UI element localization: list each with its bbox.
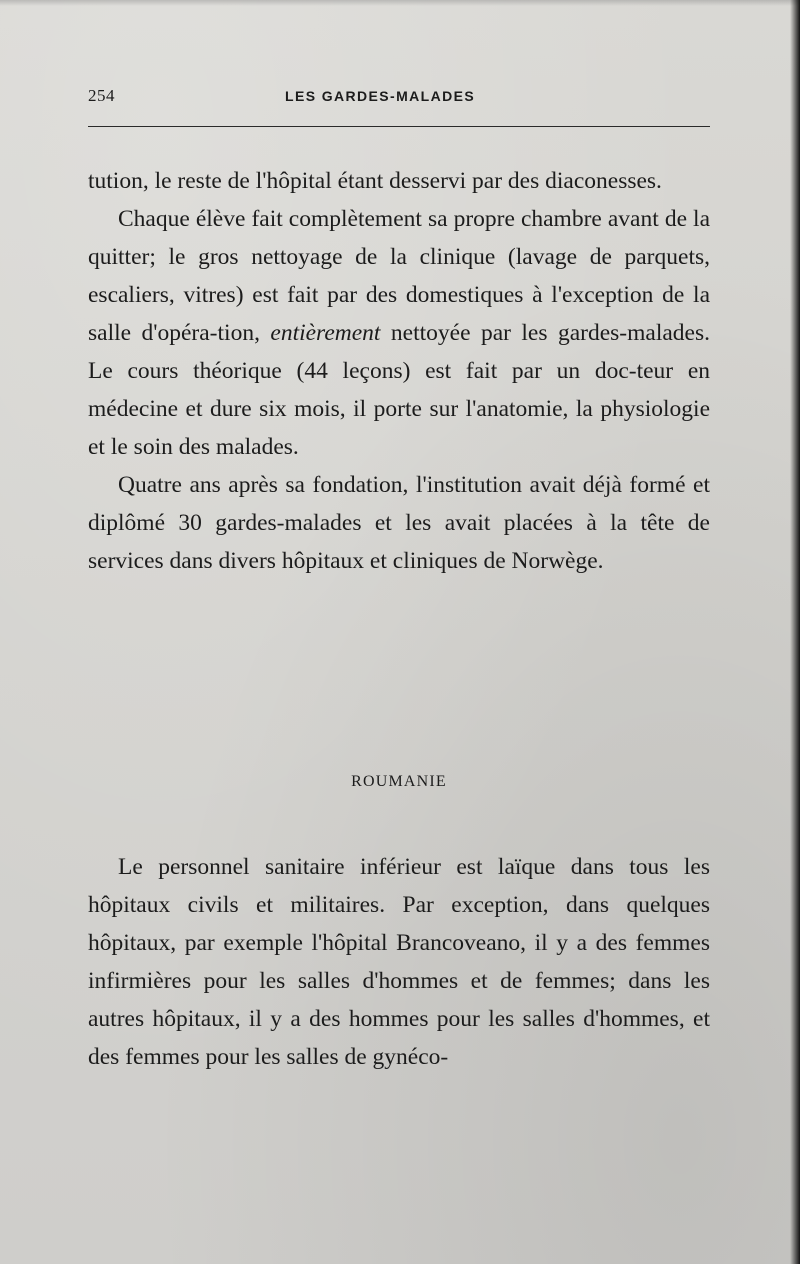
lower-text-block [88, 848, 710, 1076]
header-rule [88, 126, 710, 127]
paragraph-institution: Quatre ans après sa fondation, l'institution avait déjà formé et diplômé 30 gardes-malades et les avait placées à la tête de services dans divers hôpitaux et cliniques de Norwège. [88, 472, 710, 574]
paragraph-continuation: tution, le reste de l'hôpital étant desservi par des diaconesses. [88, 168, 662, 194]
paragraph-personnel: Le personnel sanitaire inférieur est laïque dans tous les hôpitaux civils et militaires. Par exception, dans quelques hôpitaux, par exemple l'hôpital Brancoveano, il y a des femmes infirmières pour les salles d'hommes et de femmes; dans les autres hôpitaux, il y a des hommes pour les salles d'hommes, et des femmes pour les salles de gynéco- [88, 854, 710, 1070]
section-heading: ROUMANIE [351, 773, 447, 790]
page-number: 254 [88, 86, 115, 105]
upper-text-block [88, 162, 710, 580]
paragraph-chambre-text-b: nettoyée par les gardes-malades. Le cours théorique (44 leçons) est fait par un doc-teur en médecine et dure six mois, il porte sur l'anatomie, la physiologie et le soin des malades. [88, 320, 710, 460]
page-edge-shadow [790, 0, 800, 1264]
page-header [88, 86, 708, 110]
page-top-shadow [0, 0, 800, 6]
emphasis-entierement: entièrement [270, 320, 381, 346]
running-head: LES GARDES-MALADES [285, 88, 476, 104]
paragraph-chambre [88, 200, 710, 466]
paragraph-chambre-text-a: Chaque élève fait complètement sa propre chambre avant de la quitter; le gros nettoyage de la clinique (lavage de parquets, escaliers, vitres) est fait par des domestiques à l'exception de la salle d'opéra-tion, [88, 206, 710, 346]
